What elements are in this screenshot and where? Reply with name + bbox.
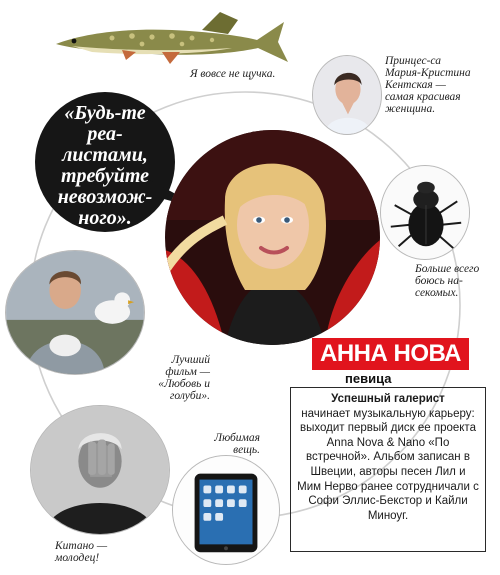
film-caption: Лучший фильм — «Любовь и голуби».: [158, 354, 210, 402]
info-body: начинает музыкальную карьеру: выходит первый диск ее проекта Anna Nova & Nano «По встречной». Альбом записан в Швеции, авторы песен Лил и Мим Нерво ранее сотрудничали с Софи Эллис-Бекстор и Кайли Миноуг.: [297, 407, 479, 522]
pike-caption: Я вовсе не щучка.: [190, 68, 276, 80]
role-label: певица: [345, 371, 392, 386]
princess-caption: Принцес-са Мария-Кристина Кентская — самая красивая женщина.: [385, 55, 471, 115]
anna-nova-portrait: [165, 130, 380, 345]
name-banner: АННА НОВА: [312, 338, 469, 370]
beetle-caption: Больше всего боюсь на-секомых.: [415, 263, 480, 299]
tablet-photo: [172, 455, 280, 565]
pike-image: [52, 6, 292, 66]
beetle-photo: [380, 165, 470, 260]
kitano-photo: [30, 405, 170, 535]
quote-text: «Будь-те реа-листами, требуйте невозмож-ного».: [57, 102, 153, 229]
kitano-caption: Китано — молодец!: [55, 540, 108, 564]
film-photo: [5, 250, 145, 375]
princess-photo: [312, 55, 382, 135]
thing-caption: Любимая вещь.: [214, 432, 260, 456]
info-lead: Успешный галерист: [331, 393, 445, 405]
info-box: [290, 387, 486, 552]
